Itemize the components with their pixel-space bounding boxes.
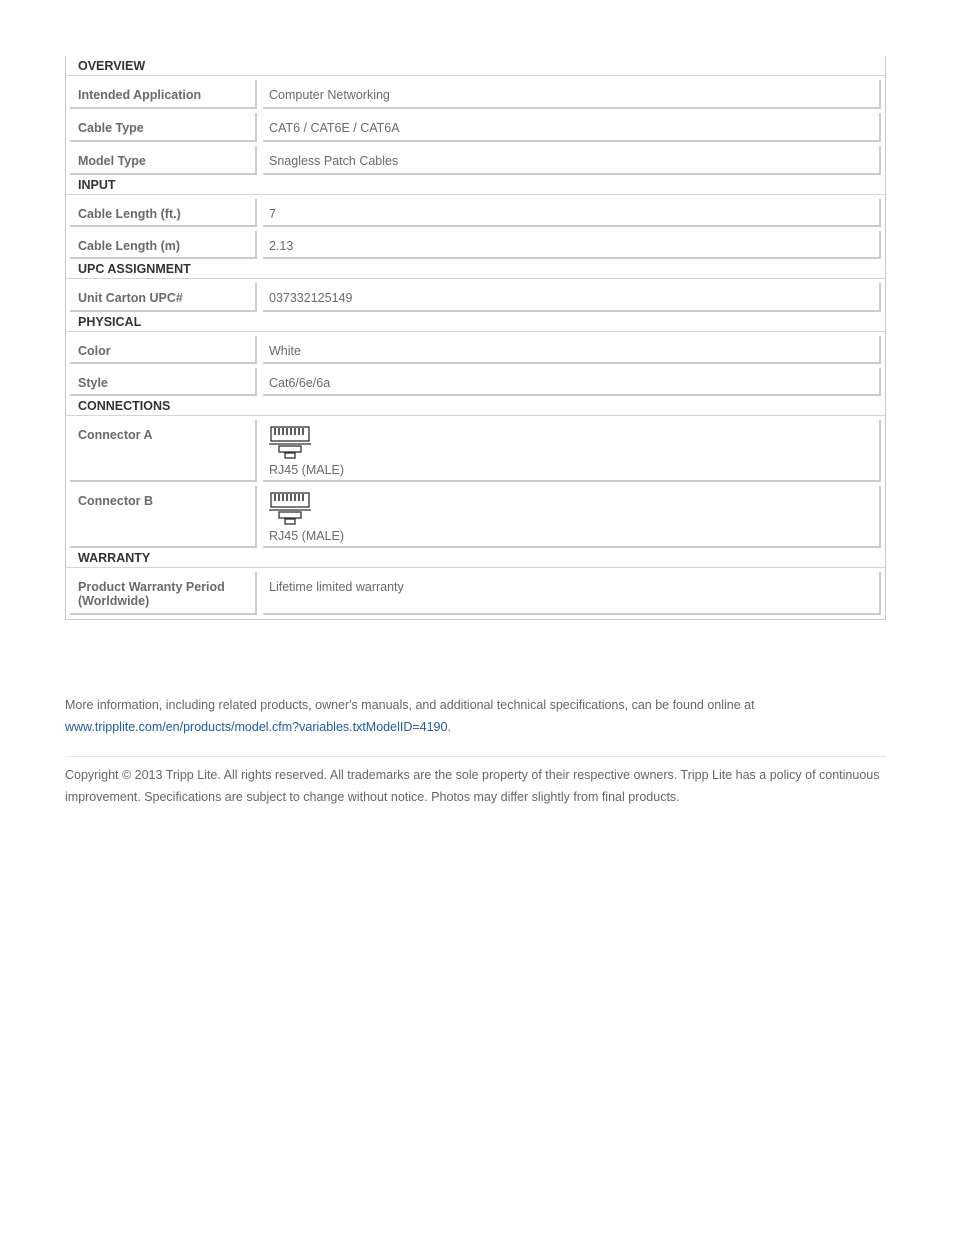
spec-row-cable-length-ft	[70, 199, 881, 227]
section-heading-upc: UPC ASSIGNMENT	[66, 260, 885, 279]
spec-label: Cable Length (ft.)	[70, 199, 257, 227]
spec-value	[263, 420, 881, 482]
spec-label: Style	[70, 368, 257, 396]
spec-value: Computer Networking	[263, 80, 881, 109]
spec-value: Snagless Patch Cables	[263, 146, 881, 175]
spec-label: Connector B	[70, 486, 257, 548]
spec-value: CAT6 / CAT6E / CAT6A	[263, 113, 881, 142]
spec-row-warranty-period	[70, 572, 881, 615]
spec-label: Color	[70, 336, 257, 364]
rj45-connector-icon	[269, 492, 311, 526]
spec-value: White	[263, 336, 881, 364]
spec-row-model-type	[70, 146, 881, 175]
section-heading-warranty: WARRANTY	[66, 549, 885, 568]
spec-row-unit-carton-upc	[70, 283, 881, 312]
spec-row-color	[70, 336, 881, 364]
section-heading-physical: PHYSICAL	[66, 313, 885, 332]
spec-label: Model Type	[70, 146, 257, 175]
spec-row-connector-b	[70, 486, 881, 548]
spec-label: Intended Application	[70, 80, 257, 109]
spec-table	[65, 56, 886, 620]
copyright-text: Copyright © 2013 Tripp Lite. All rights reserved. All trademarks are the sole property of their respective owners. Tripp Lite has a policy of continuous improvement. Specifications are subject to change without notice. Photos may differ slightly from final products.	[65, 768, 880, 804]
footer-divider	[65, 756, 886, 757]
spec-value: 7	[263, 199, 881, 227]
spec-value: Cat6/6e/6a	[263, 368, 881, 396]
spec-row-intended-application	[70, 80, 881, 109]
spec-value: Lifetime limited warranty	[263, 572, 881, 615]
spec-row-cable-length-m	[70, 231, 881, 259]
spec-value: 2.13	[263, 231, 881, 259]
spec-label: Unit Carton UPC#	[70, 283, 257, 312]
spec-label: Cable Type	[70, 113, 257, 142]
spec-label: Cable Length (m)	[70, 231, 257, 259]
more-info-text: More information, including related products, owner's manuals, and additional technical specifications, can be found online at	[65, 698, 755, 712]
section-heading-connections: CONNECTIONS	[66, 397, 885, 416]
spec-row-cable-type	[70, 113, 881, 142]
section-heading-overview: OVERVIEW	[66, 57, 885, 76]
more-info-paragraph	[65, 694, 886, 738]
spec-row-connector-a	[70, 420, 881, 482]
spec-label: Product Warranty Period (Worldwide)	[70, 572, 257, 615]
connector-type-label: RJ45 (MALE)	[269, 529, 345, 543]
spec-row-style	[70, 368, 881, 396]
rj45-connector-icon	[269, 426, 311, 460]
product-page-link[interactable]: www.tripplite.com/en/products/model.cfm?variables.txtModelID=4190	[65, 720, 448, 734]
spec-value	[263, 486, 881, 548]
more-info-suffix: .	[447, 720, 451, 734]
spec-value: 037332125149	[263, 283, 881, 312]
section-heading-input: INPUT	[66, 176, 885, 195]
connector-type-label: RJ45 (MALE)	[269, 463, 345, 477]
spec-label: Connector A	[70, 420, 257, 482]
